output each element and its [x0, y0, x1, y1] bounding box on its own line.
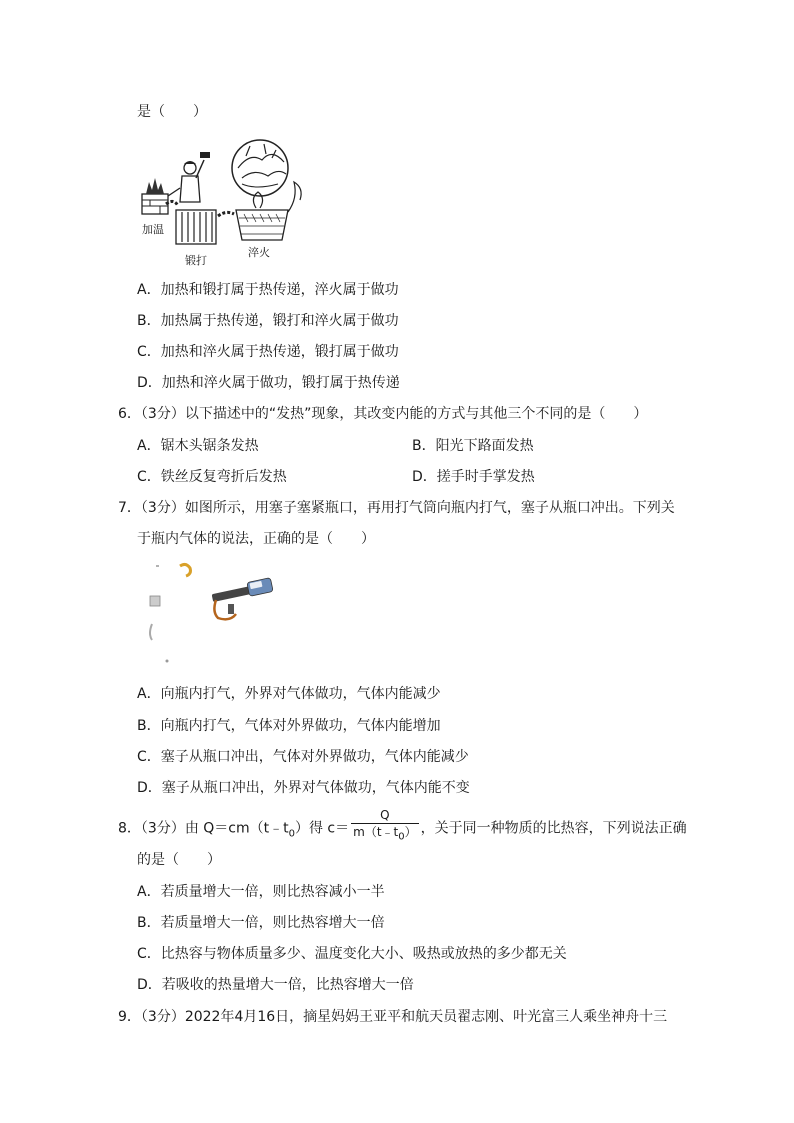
q8-stem	[118, 810, 687, 847]
q7-bottle-pump-illustration	[140, 560, 280, 670]
q8-formula-fraction	[351, 808, 419, 845]
figure-label-heat: 加温	[142, 223, 164, 236]
q6-option-c[interactable]: C．铁丝反复弯折后发热	[137, 469, 287, 485]
fraction-denominator	[351, 824, 419, 845]
q5-option-c[interactable]: C．加热和淬火属于热传递，锻打属于做功	[137, 344, 399, 360]
magnified-view-icon	[232, 140, 288, 196]
figure-label-forge: 锻打	[185, 254, 207, 267]
q6-option-a[interactable]: A．锯木头锯条发热	[137, 438, 259, 454]
fraction-numerator: Q	[351, 808, 419, 824]
q5-stem-tail: 是（ ）	[137, 104, 207, 120]
q7-option-a[interactable]: A．向瓶内打气，外界对气体做功，气体内能减少	[137, 686, 441, 702]
q8-stem-subscript: 0	[288, 828, 295, 840]
q5-forging-illustration	[138, 138, 310, 268]
q6-option-b[interactable]: B．阳光下路面发热	[412, 438, 534, 454]
tube-icon	[180, 564, 191, 576]
q8-stem-mid: ）得 c＝	[294, 820, 350, 837]
bottle-icon	[150, 566, 169, 663]
fraction-denominator-text: m（t﹣t	[353, 825, 399, 839]
fraction-denominator-subscript: 0	[398, 831, 405, 843]
q9-stem: 9．（3分）2022年4月16日，摘星妈妈王亚平和航天员翟志刚、叶光富三人乘坐神舟十三	[118, 1009, 668, 1025]
anvil-icon	[166, 201, 234, 244]
q7-stem-line2: 于瓶内气体的说法，正确的是（ ）	[137, 531, 375, 547]
q8-stem-prefix: 8．（3分）由 Q＝cm（t﹣t	[118, 820, 289, 837]
bottle-and-pump-drawing	[140, 560, 280, 670]
q8-stem-suffix: ，关于同一种物质的比热容，下列说法正确	[420, 820, 687, 837]
pump-icon	[212, 578, 274, 620]
fraction-denominator-close: ）	[404, 825, 417, 839]
figure-label-quench: 淬火	[248, 246, 270, 259]
q8-option-b[interactable]: B．若质量增大一倍，则比热容增大一倍	[137, 915, 385, 931]
q7-option-c[interactable]: C．塞子从瓶口冲出，气体对外界做功，气体内能减少	[137, 749, 469, 765]
blacksmith-figure-icon	[168, 152, 210, 202]
q6-option-d[interactable]: D．搓手时手掌发热	[412, 469, 535, 485]
q7-stem-line1: 7．（3分）如图所示，用塞子塞紧瓶口，再用打气筒向瓶内打气，塞子从瓶口冲出。下列关	[118, 500, 675, 516]
q7-option-b[interactable]: B．向瓶内打气，气体对外界做功，气体内能增加	[137, 718, 441, 734]
q8-option-c[interactable]: C．比热容与物体质量多少、温度变化大小、吸热或放热的多少都无关	[137, 946, 567, 962]
q8-stem-line2: 的是（ ）	[137, 852, 221, 868]
q6-stem: 6．（3分）以下描述中的“发热”现象，其改变内能的方式与其他三个不同的是（ ）	[118, 406, 648, 422]
q5-option-d[interactable]: D．加热和淬火属于做功，锻打属于热传递	[137, 375, 400, 391]
q5-option-b[interactable]: B．加热属于热传递，锻打和淬火属于做功	[137, 313, 399, 329]
forging-process-drawing	[138, 138, 310, 268]
q8-option-a[interactable]: A．若质量增大一倍，则比热容减小一半	[137, 884, 385, 900]
heating-furnace-icon	[142, 178, 168, 214]
q5-option-a[interactable]: A．加热和锻打属于热传递，淬火属于做功	[137, 282, 399, 298]
q7-option-d[interactable]: D．塞子从瓶口冲出，外界对气体做功，气体内能不变	[137, 780, 470, 796]
q8-option-d[interactable]: D．若吸收的热量增大一倍，比热容增大一倍	[137, 977, 414, 993]
